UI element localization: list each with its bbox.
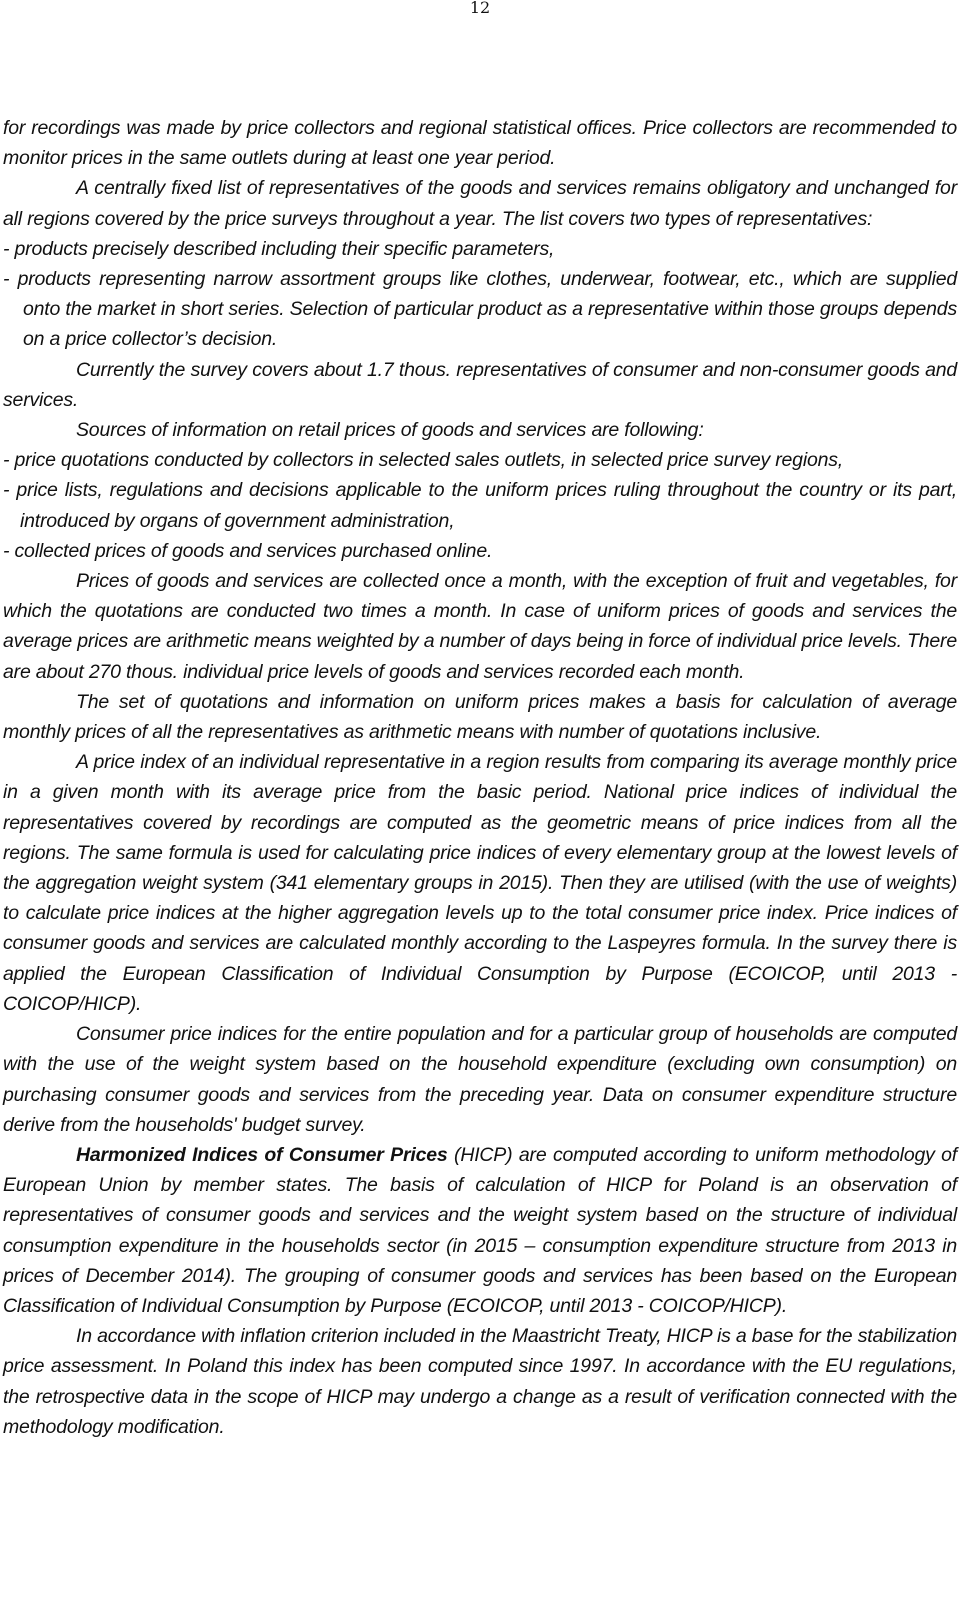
- hicp-description: (HICP) are computed according to uniform methodology of European Union by member states. The basis of calculation of HICP for Poland is an observation of representatives of consumer goods and services and the weight system based on the structure of individual consumption expenditure in the households sector (in 2015 – consumption expenditure structure from 2013 in prices of December 2014). The grouping of consumer goods and services has been based on the European Classification of Individual Consumption by Purpose (ECOICOP, until 2013 - COICOP/HICP).: [3, 1143, 958, 1317]
- page-number: 12: [469, 0, 491, 17]
- paragraph: Prices of goods and services are collected once a month, with the exception of fruit and vegetables, for which the quotations are conducted two times a month. In case of uniform prices of goods and services the average prices are arithmetic means weighted by a number of days being in force of individual price levels. There are about 270 thous. individual price levels of goods and services recorded each month.: [3, 570, 957, 683]
- paragraph: Sources of information on retail prices of goods and services are following:: [76, 419, 704, 442]
- paragraph: Consumer price indices for the entire population and for a particular group of households are computed with the use of the weight system based on the household expenditure (excluding own consumption) on purchasing consumer goods and services from the preceding year. Data on consumer expenditure structure derive from the households' budget survey.: [3, 1023, 957, 1136]
- paragraph: A centrally fixed list of representatives of the goods and services remains obligatory and unchanged for all regions covered by the price surveys throughout a year. The list covers two types of representatives:: [3, 177, 957, 230]
- paragraph: The set of quotations and information on uniform prices makes a basis for calculation of average monthly prices of all the representatives as arithmetic means with number of quotations inclusive.: [3, 690, 957, 744]
- paragraph: In accordance with inflation criterion included in the Maastricht Treaty, HICP is a base for the stabilization price assessment. In Poland this index has been computed since 1997. In accordance with the EU regulations, the retrospective data in the scope of HICP may undergo a change as a result of verification connected with the methodology modification.: [3, 1325, 957, 1438]
- list-item: - price quotations conducted by collectors in selected sales outlets, in selected price survey regions,: [3, 449, 844, 472]
- paragraph: Currently the survey covers about 1.7 thous. representatives of consumer and non-consumer goods and services.: [3, 358, 957, 411]
- list-item: - products precisely described including their specific parameters,: [3, 237, 555, 260]
- paragraph: for recordings was made by price collectors and regional statistical offices. Price collectors are recommended to monitor prices in the same outlets during at least one year period.: [3, 117, 957, 170]
- paragraph: A price index of an individual representative in a region results from comparing its average monthly price in a given month with its average price from the basic period. National price indices of individual the representatives covered by recordings are computed as the geometric means of price indices from all the regions. The same formula is used for calculating price indices of every elementary group at the lowest levels of the aggregation weight system (341 elementary groups in 2015). Then they are utilised (with the use of weights) to calculate price indices at the higher aggregation levels up to the total consumer price index. Price indices of consumer goods and services are calculated monthly according to the Laspeyres formula. In the survey there is applied the European Classification of Individual Consumption by Purpose (ECOICOP, until 2013 - COICOP/HICP).: [3, 751, 957, 1015]
- list-item: - collected prices of goods and services purchased online.: [3, 539, 493, 562]
- document-body: [3, 113, 957, 1442]
- hicp-term: Harmonized Indices of Consumer Prices: [76, 1143, 448, 1166]
- list-item: - price lists, regulations and decisions applicable to the uniform prices ruling throughout the country or its part, introduced by organs of government administration,: [3, 479, 957, 532]
- paragraph-hicp: [3, 1140, 957, 1321]
- list-item: - products representing narrow assortment groups like clothes, underwear, footwear, etc., which are supplied onto the market in short series. Selection of particular product as a representative within those groups depends on a price collector’s decision.: [3, 268, 957, 351]
